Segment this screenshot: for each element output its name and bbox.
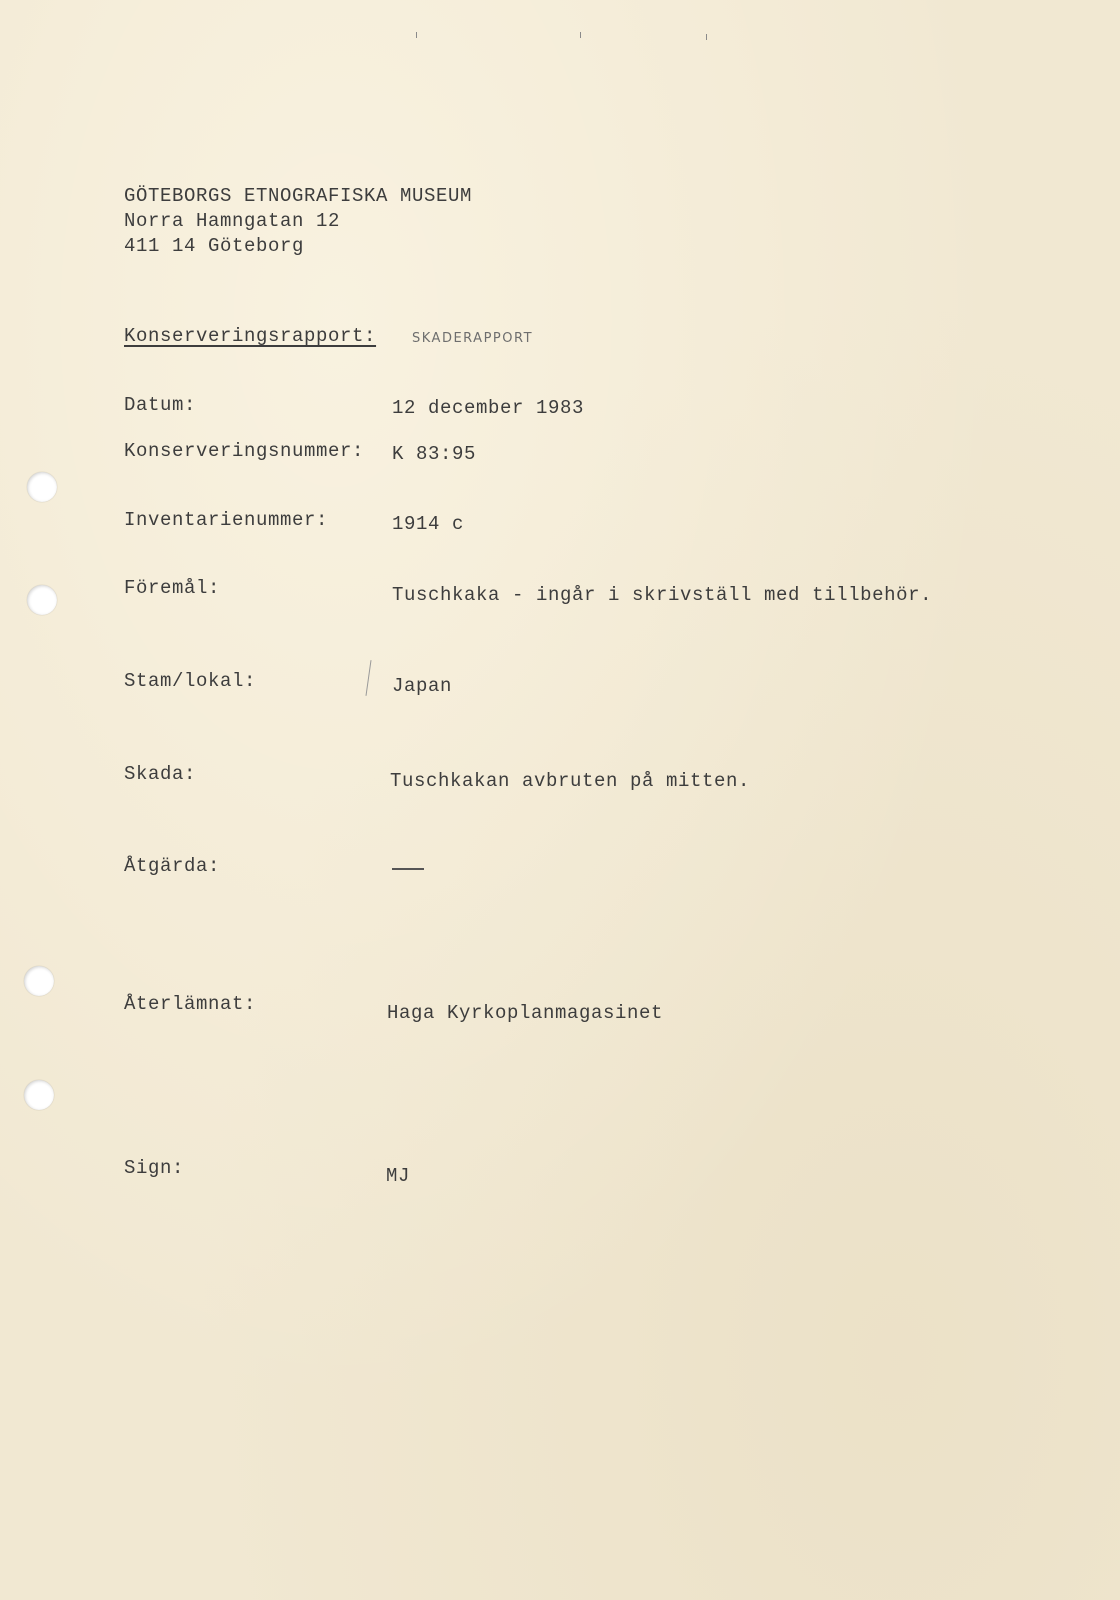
inventarienummer-value: 1914 c (392, 513, 465, 535)
foremal-value: Tuschkaka - ingår i skrivställ med tillbehör. (392, 584, 933, 606)
sign-value: MJ (386, 1165, 411, 1187)
paper-speck (580, 32, 581, 38)
punch-hole-3 (24, 966, 54, 996)
punch-hole-2 (27, 585, 57, 615)
foremal-label: Föremål: (124, 577, 221, 599)
institution-name: GÖTEBORGS ETNOGRAFISKA MUSEUM (124, 185, 473, 207)
konserveringsnummer-value: K 83:95 (392, 443, 477, 465)
handwritten-note: SKADERAPPORT (412, 331, 534, 346)
atgarda-label: Åtgärda: (124, 855, 221, 877)
datum-label: Datum: (124, 394, 197, 416)
stam-lokal-value: Japan (392, 675, 453, 697)
paper-speck (706, 34, 707, 40)
punch-hole-4 (24, 1080, 54, 1110)
konserveringsnummer-label: Konserveringsnummer: (124, 440, 365, 462)
inventarienummer-label: Inventarienummer: (124, 509, 329, 531)
sign-label: Sign: (124, 1157, 185, 1179)
pencil-mark (365, 660, 371, 696)
paper-speck (416, 32, 417, 38)
report-title-label: Konserveringsrapport: (124, 325, 377, 347)
aterlamnat-label: Återlämnat: (124, 993, 257, 1015)
institution-city: 411 14 Göteborg (124, 235, 305, 257)
stam-lokal-label: Stam/lokal: (124, 670, 257, 692)
institution-street: Norra Hamngatan 12 (124, 210, 341, 232)
punch-hole-1 (27, 472, 57, 502)
skada-value: Tuschkakan avbruten på mitten. (390, 770, 751, 792)
datum-value: 12 december 1983 (392, 397, 585, 419)
skada-label: Skada: (124, 763, 197, 785)
aterlamnat-value: Haga Kyrkoplanmagasinet (387, 1002, 664, 1024)
atgarda-empty-dash (392, 868, 424, 870)
